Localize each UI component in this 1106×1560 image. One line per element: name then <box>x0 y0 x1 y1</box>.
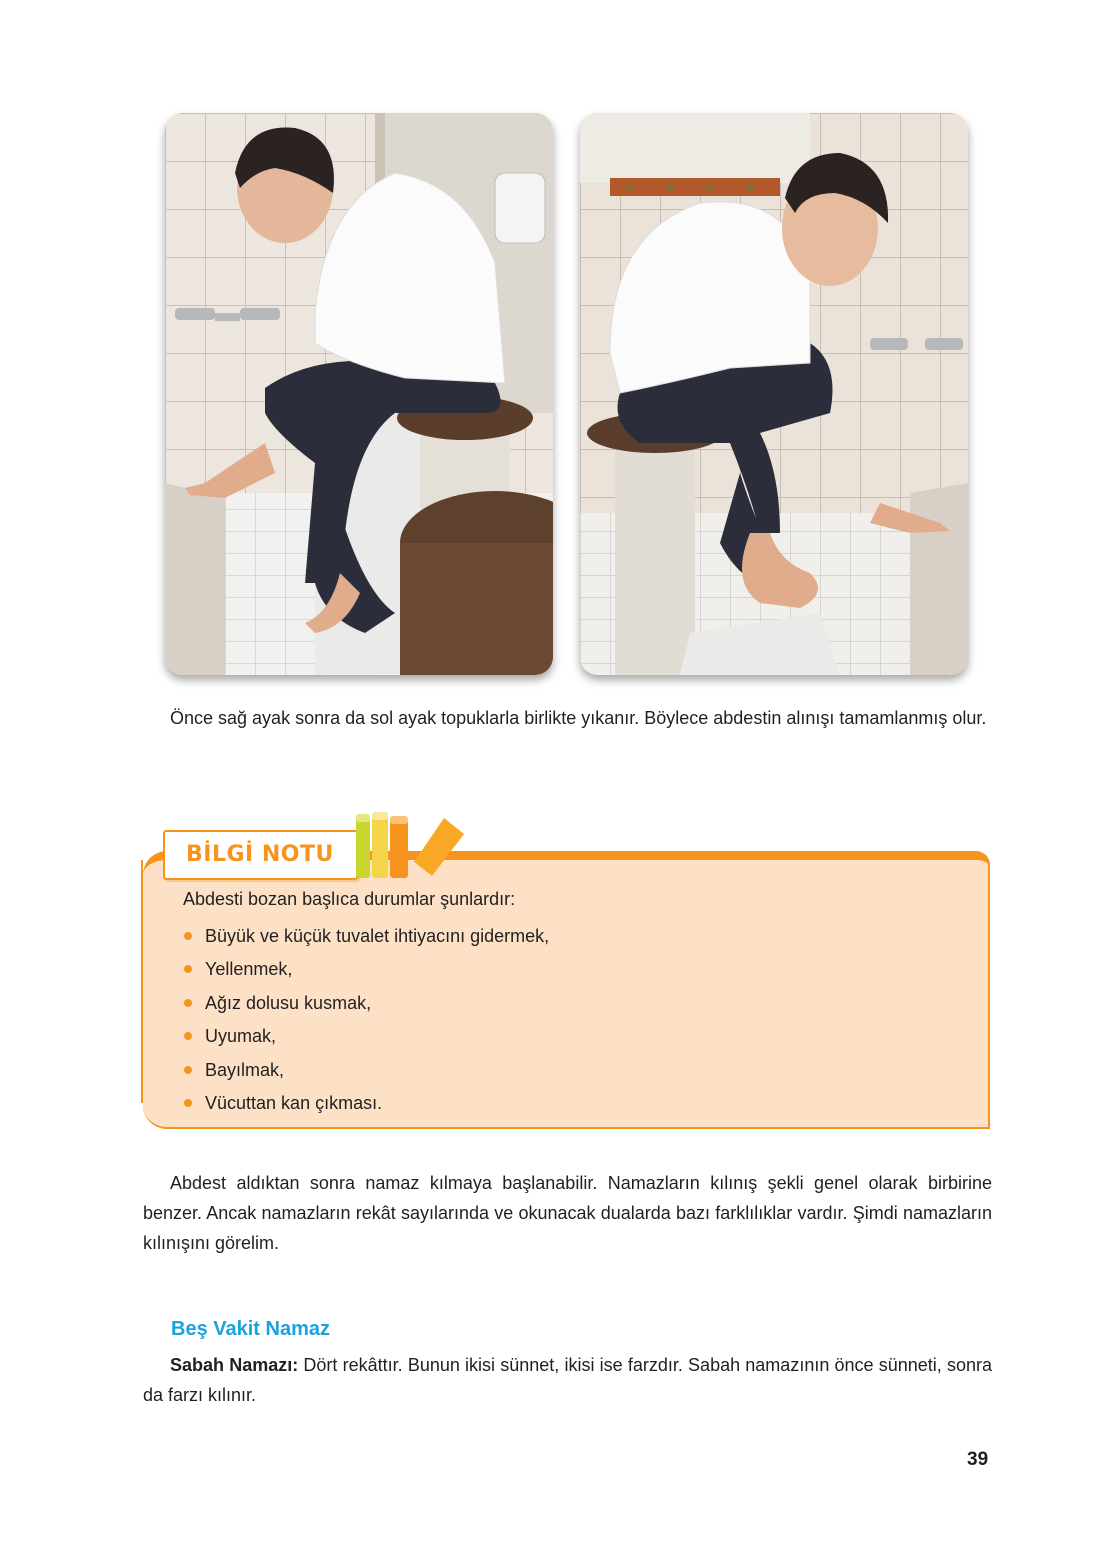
info-note-title: BİLGİ NOTU <box>186 842 334 867</box>
list-item <box>183 1022 549 1055</box>
list-item-text: Büyük ve küçük tuvalet ihtiyacını gidermek, <box>205 926 550 946</box>
list-item <box>183 1089 549 1122</box>
photo-illustration <box>580 113 968 675</box>
list-item-text: Vücuttan kan çıkması. <box>205 1092 383 1113</box>
bullet-icon <box>184 965 192 973</box>
paragraph-morning-prayer <box>143 1350 992 1410</box>
bullet-icon <box>184 1032 192 1040</box>
bullet-icon <box>184 1099 192 1107</box>
paragraph-text: Önce sağ ayak sonra da sol ayak topuklarla birlikte yıkanır. Böylece abdestin alınışı tamamlanmış olur. <box>170 708 987 728</box>
bullet-icon <box>184 1066 192 1074</box>
photo-illustration <box>165 113 553 675</box>
page-number: 39 <box>967 1449 989 1470</box>
foot-washing-photo-left <box>580 113 968 675</box>
bullet-icon <box>184 999 192 1007</box>
list-item <box>183 922 549 955</box>
paragraph-prayer-intro <box>143 1168 992 1258</box>
paragraph-foot-washing <box>143 703 992 733</box>
list-item <box>183 989 549 1022</box>
list-item-text: Uyumak, <box>205 1026 277 1047</box>
paragraph-lead: Sabah Namazı: <box>170 1355 299 1375</box>
section-title: Beş Vakit Namaz <box>171 1318 330 1340</box>
paragraph-text: Dört rekâttır. Bunun ikisi sünnet, ikisi ise farzdır. Sabah namazının önce sünneti, sonra da farzı kılınır. <box>143 1355 992 1405</box>
list-item-text: Bayılmak, <box>205 1059 285 1080</box>
info-note-list <box>183 922 549 1122</box>
foot-washing-photo-right <box>165 113 553 675</box>
bullet-icon <box>184 932 192 940</box>
info-note-left-border <box>141 860 161 1103</box>
list-item-text: Yellenmek, <box>205 959 293 980</box>
paragraph-text: Abdest aldıktan sonra namaz kılmaya başlanabilir. Namazların kılınış şekli genel olarak birbirine benzer. Ancak namazların rekât sayılarında ve okunacak dualarda bazı farklılıklar vardır. Şimdi namazların kılınışını görelim. <box>143 1173 992 1253</box>
books-icon <box>352 810 467 880</box>
list-item-text: Ağız dolusu kusmak, <box>205 992 372 1013</box>
info-note-intro: Abdesti bozan başlıca durumlar şunlardır: <box>183 889 516 909</box>
list-item <box>183 1056 549 1089</box>
list-item <box>183 955 549 988</box>
